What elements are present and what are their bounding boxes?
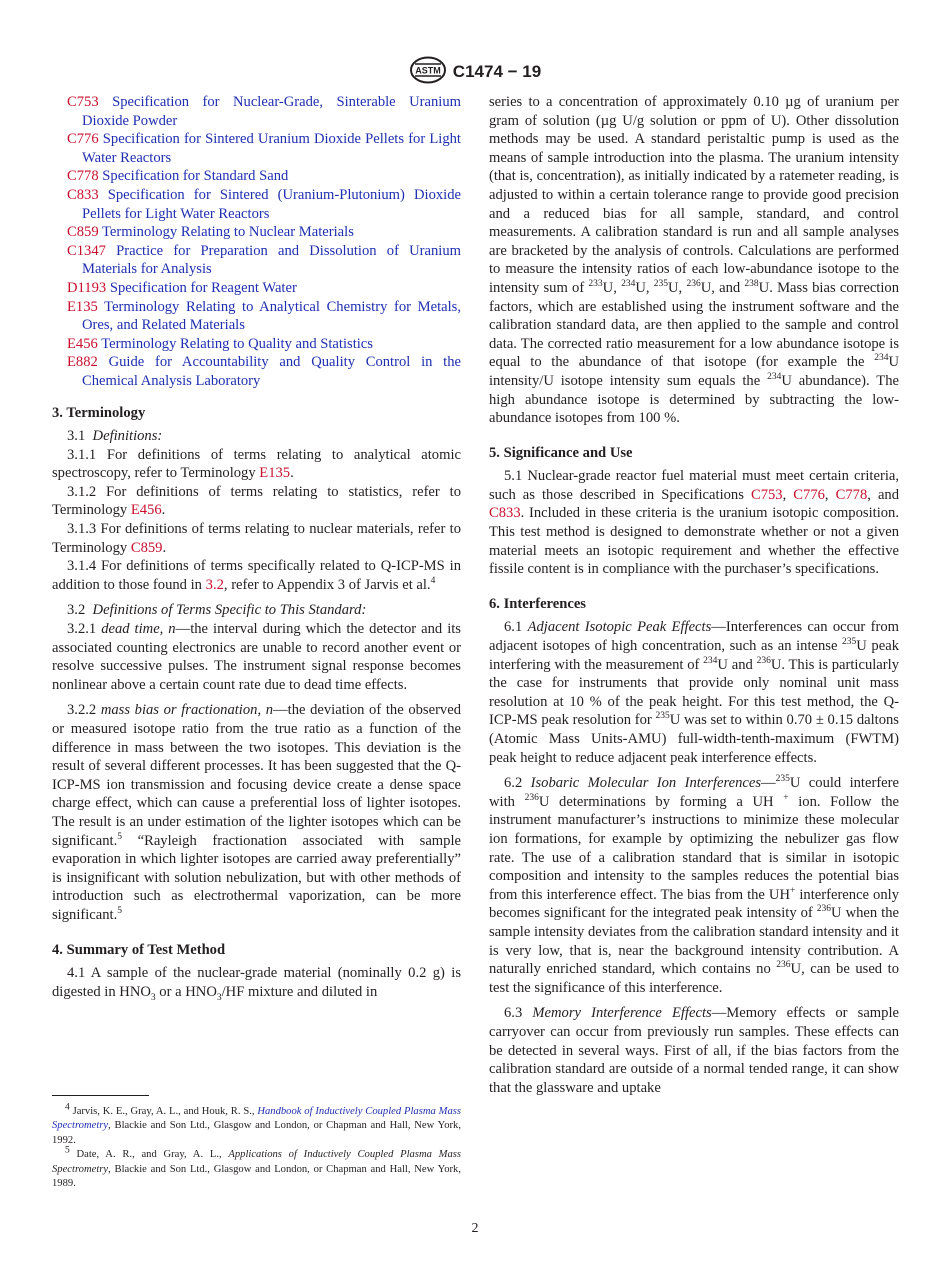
reference-code[interactable]: D1193 [67, 279, 107, 296]
para-6-1: 6.1 Adjacent Isotopic Peak Effects—Interferences can occur from adjacent isotopes of high concentration, such as an intense $^{235}$U peak interfering with the measurement of $^{234}$U and $^{236}$U. This is particularly the case for instruments that provide only nominal unit mass resolution at 10 % of the peak height. For this test method, the Q-ICP-MS peak resolution for $^{235}$U was set to within 0.70 ± 0.15 daltons (Atomic Mass Units-AMU) full-width-tenth-maximum (FWTM) peak height to reduce adjacent peak interference effects. [489, 619, 899, 766]
footnote-5: $^5$ Date, A. R., and Gray, A. L., Applications of Inductively Coupled Plasma Mass Spectrometry, Blackie and Son Ltd., Glasgow and London, or Chapman and Hall, New York, 1989. [52, 1145, 462, 1190]
reference-title[interactable]: Specification for Sintered Uranium Dioxide Pellets for Light Water Reactors [82, 131, 461, 166]
reference-item[interactable] [52, 223, 461, 242]
footnote-ref-5b[interactable]: 5 [117, 906, 123, 917]
para-3-2-2: 3.2.2 mass bias or fractionation, n—the deviation of the observed or measured isotope ratio from the true ratio as a function of the difference in mass between the two isotopes. This deviation is the result of several different processes. It has been suggested that the Q-ICP-MS ion transmission and focusing device create a dense space charge effect, which can cause a preferential loss of lighter isotopes. The result is an under estimation of the lighter isotopes which can be significant.$^5$ “Rayleigh fractionation associated with sample evaporation in which lighter isotopes are carried away preferentially” is insignificant with solution nebulization, but with other methods of introduction such as electrothermal vaporization, can be more significant.$^5$ [52, 702, 461, 923]
link-e135[interactable]: E135 [259, 465, 291, 482]
reference-item[interactable] [52, 335, 461, 354]
right-column [489, 93, 899, 1097]
footnote-4: $^4$ Jarvis, K. E., Gray, A. L., and Houk, R. S., Handbook of Inductively Coupled Plasma Mass Spectrometry, Blackie and Son Ltd., Glasgow and London, or Chapman and Hall, New York, 1992. [52, 1102, 461, 1146]
link-c776[interactable]: C776 [793, 486, 825, 503]
section-4-heading: 4. Summary of Test Method [52, 941, 226, 958]
reference-code[interactable]: C833 [67, 186, 99, 203]
link-e456[interactable]: E456 [130, 502, 162, 519]
reference-item[interactable] [52, 298, 461, 335]
reference-item[interactable] [52, 167, 461, 186]
reference-title[interactable]: Specification for Reagent Water [109, 279, 297, 296]
link-c778[interactable]: C778 [835, 486, 868, 503]
footnote-4-title-link[interactable]: Handbook of Inductively Coupled Plasma Mass Spectrometry [52, 1106, 461, 1132]
para-4-1: 4.1 A sample of the nuclear-grade material (nominally 0.2 g) is digested in $HNO_3$ or a $HNO_3/HF$ mixture and diluted in [52, 965, 461, 1003]
left-column [52, 93, 461, 1001]
para-6-2: 6.2 Isobaric Molecular Ion Interferences—$^{235}$U could interfere with $^{236}$U determinations by forming a UH + ion. Follow the instrument manufacturer’s instructions to minimize these molecular ion formations, for example by optimizing the nebulizer gas flow rate. The use of a calibration standard that is similar in isotopic composition and intensity to the samples reduces the potential bias from this interference effect. The bias from the UH+ interference only becomes significant for the integrated peak intensity of $^{236}$U when the sample intensity deviates from the calibration standard intensity and it is very low, that is, near the background intensity contribution. A naturally enriched standard, which contains no $^{236}$U, can be used to test the significance of this interference. [489, 774, 900, 996]
para-5-1: 5.1 Nuclear-grade reactor fuel material must meet certain criteria, such as those described in Specifications C753, C776, C778, and C833. Included in these criteria is the uranium isotopic composition. This test method is designed to demonstrate whether or not a given material meets an isotopic requirement and whether the effective fissile content is in compliance with the purchaser’s specifications. [489, 468, 900, 578]
link-3-2[interactable]: 3.2 [205, 576, 224, 593]
footnote-ref-4[interactable]: 4 [430, 575, 436, 586]
reference-title[interactable]: Terminology Relating to Nuclear Materials [102, 224, 354, 241]
reference-item[interactable] [52, 186, 461, 223]
reference-title[interactable]: Specification for Standard Sand [102, 168, 289, 185]
para-3-1-1: 3.1.1 For definitions of terms relating to analytical atomic spectroscopy, refer to Terminology E135. [52, 446, 461, 482]
reference-item[interactable] [52, 130, 461, 167]
reference-item[interactable] [52, 93, 461, 130]
footnote-divider [52, 1095, 149, 1096]
reference-code[interactable]: C753 [67, 94, 99, 110]
referenced-documents-list [52, 93, 461, 391]
logo-text: ASTM [415, 65, 441, 76]
page-header [0, 56, 950, 84]
reference-code[interactable]: C778 [67, 168, 99, 185]
link-c833[interactable]: C833 [489, 505, 521, 522]
link-c859[interactable]: C859 [130, 539, 163, 556]
section-3-heading: 3. Terminology [52, 404, 146, 421]
footnotes [52, 1102, 462, 1191]
link-c753[interactable]: C753 [750, 486, 783, 503]
reference-item[interactable] [52, 353, 461, 390]
para-6-3: 6.3 Memory Interference Effects—Memory effects or sample carryover can occur from previously run samples. These effects can be detected in several ways. First of all, if the bias factors from the calibration standard are outside of a normal tended range, it can show that the glassware and uptake [489, 1005, 899, 1096]
para-3-1-2: 3.1.2 For definitions of terms relating to statistics, refer to Terminology E456. [52, 483, 461, 519]
section-5-heading: 5. Significance and Use [489, 444, 633, 461]
reference-code[interactable]: E882 [67, 354, 98, 371]
section-6-heading: 6. Interferences [489, 595, 586, 612]
reference-code[interactable]: C776 [67, 131, 99, 148]
page-number: 2 [471, 1221, 479, 1236]
reference-title[interactable]: Terminology Relating to Analytical Chemistry for Metals, Ores, and Related Materials [82, 298, 461, 334]
para-3-2-1: 3.2.1 dead time, n—the interval during which the detector and its associated counting electronics are unable to record another event or resolve successive pulses. The instrument signal response becomes nonlinear above a certain count rate due to dead time effects. [52, 621, 461, 693]
reference-item[interactable] [52, 242, 461, 279]
para-3-2: 3.2 Definitions of Terms Specific to This Standard: [67, 602, 367, 619]
para-3-1-4: 3.1.4 For definitions of terms specifically related to Q-ICP-MS in addition to those found in 3.2, refer to Appendix 3 of Jarvis et al.$^4$ [52, 558, 461, 593]
reference-code[interactable]: E456 [67, 335, 98, 352]
reference-item[interactable] [52, 279, 461, 298]
reference-code[interactable]: E135 [67, 298, 98, 315]
para-3-1: 3.1 Definitions: [67, 428, 163, 445]
footnote-ref-5[interactable]: 5 [117, 831, 123, 842]
footnote-5-title: Applications of Inductively Coupled Plasma Mass Spectrometry [52, 1149, 462, 1175]
para-4-1-continued: series to a concentration of approximately 0.10 µg of uranium per gram of solution (µg U/g solution or ppm of U). Other dissolution methods may be used. A standard peristaltic pump is used as the means of sample introduction into the plasma. The uranium intensity (that is, concentration), as initially indicated by a ratemeter reading, is adjusted to within a certain tolerance range to provide good precision and a reduced bias for all sample, standard, and control measurements. A calibration standard is run and all sample analyses are bracketed by the analysis of controls. Calculations are performed to measure the intensity ratios of each low-abundance isotope to the intensity sum of $^{233}$U, $^{234}$U, $^{235}$U, $^{236}$U, and $^{238}$U. Mass bias correction factors, which are established using the instrument software and the calibration standard data, are then applied to the sample and control data. The corrected ratio measurement for a low abundance isotope is equal to the abundance of that isotope (for example the $^{234}$U intensity/U isotope intensity sum equals the $^{234}$U abundance). The high abundance isotope is determined by subtracting the low-abundance isotopes from 100 %. [489, 94, 900, 427]
para-3-1-3: 3.1.3 For definitions of terms relating to nuclear materials, refer to Terminology C859. [52, 521, 461, 556]
document-id: C1474 − 19 [452, 62, 542, 81]
reference-title[interactable]: Terminology Relating to Quality and Statistics [101, 335, 373, 352]
reference-code[interactable]: C1347 [67, 242, 106, 259]
reference-title[interactable]: Specification for Nuclear-Grade, Sinterable Uranium Dioxide Powder [82, 94, 461, 129]
reference-title[interactable]: Practice for Preparation and Dissolution of Uranium Materials for Analysis [82, 242, 461, 278]
astm-logo-icon [409, 56, 447, 84]
reference-code[interactable]: C859 [67, 224, 99, 241]
reference-title[interactable]: Specification for Sintered (Uranium-Plutonium) Dioxide Pellets for Light Water Reactors [82, 186, 461, 222]
reference-title[interactable]: Guide for Accountability and Quality Control in the Chemical Analysis Laboratory [82, 354, 461, 389]
